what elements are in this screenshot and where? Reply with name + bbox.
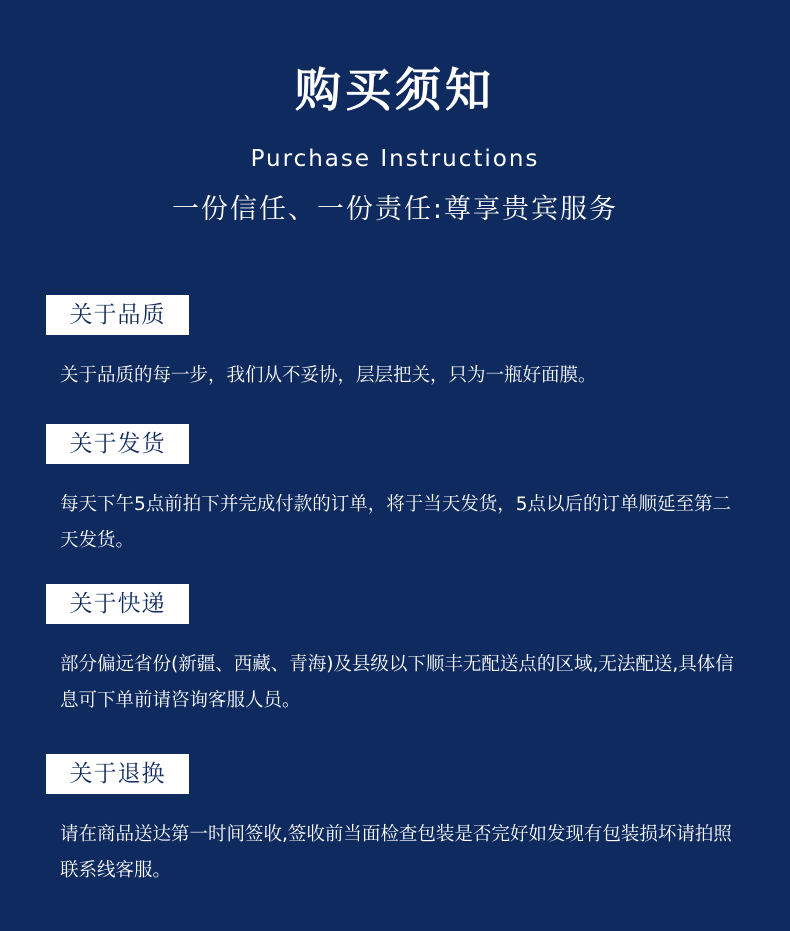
section-text-shipping: 每天下午5点前拍下并完成付款的订单，将于当天发货，5点以后的订单顺延至第二天发货。	[60, 494, 732, 551]
section-text-express: 部分偏远省份(新疆、西藏、青海)及县级以下顺丰无配送点的区域,无法配送,具体信息可下单前请咨询客服人员。	[60, 654, 734, 711]
page-title: 购买须知	[295, 63, 495, 117]
section-label-quality: 关于品质	[46, 295, 189, 335]
section-label-return: 关于退换	[46, 754, 189, 794]
slogan: 一份信任、一份责任:尊享贵宾服务	[171, 194, 619, 225]
section-text-return: 请在商品送达第一时间签收,签收前当面检查包装是否完好如发现有包装损坏请拍照联系线客服。	[60, 824, 732, 881]
section-label-express: 关于快递	[46, 584, 189, 624]
section-label-shipping: 关于发货	[46, 424, 189, 464]
section-text-quality: 关于品质的每一步，我们从不妥协，层层把关，只为一瓶好面膜。	[60, 365, 597, 386]
page-subtitle: Purchase Instructions	[250, 146, 540, 172]
